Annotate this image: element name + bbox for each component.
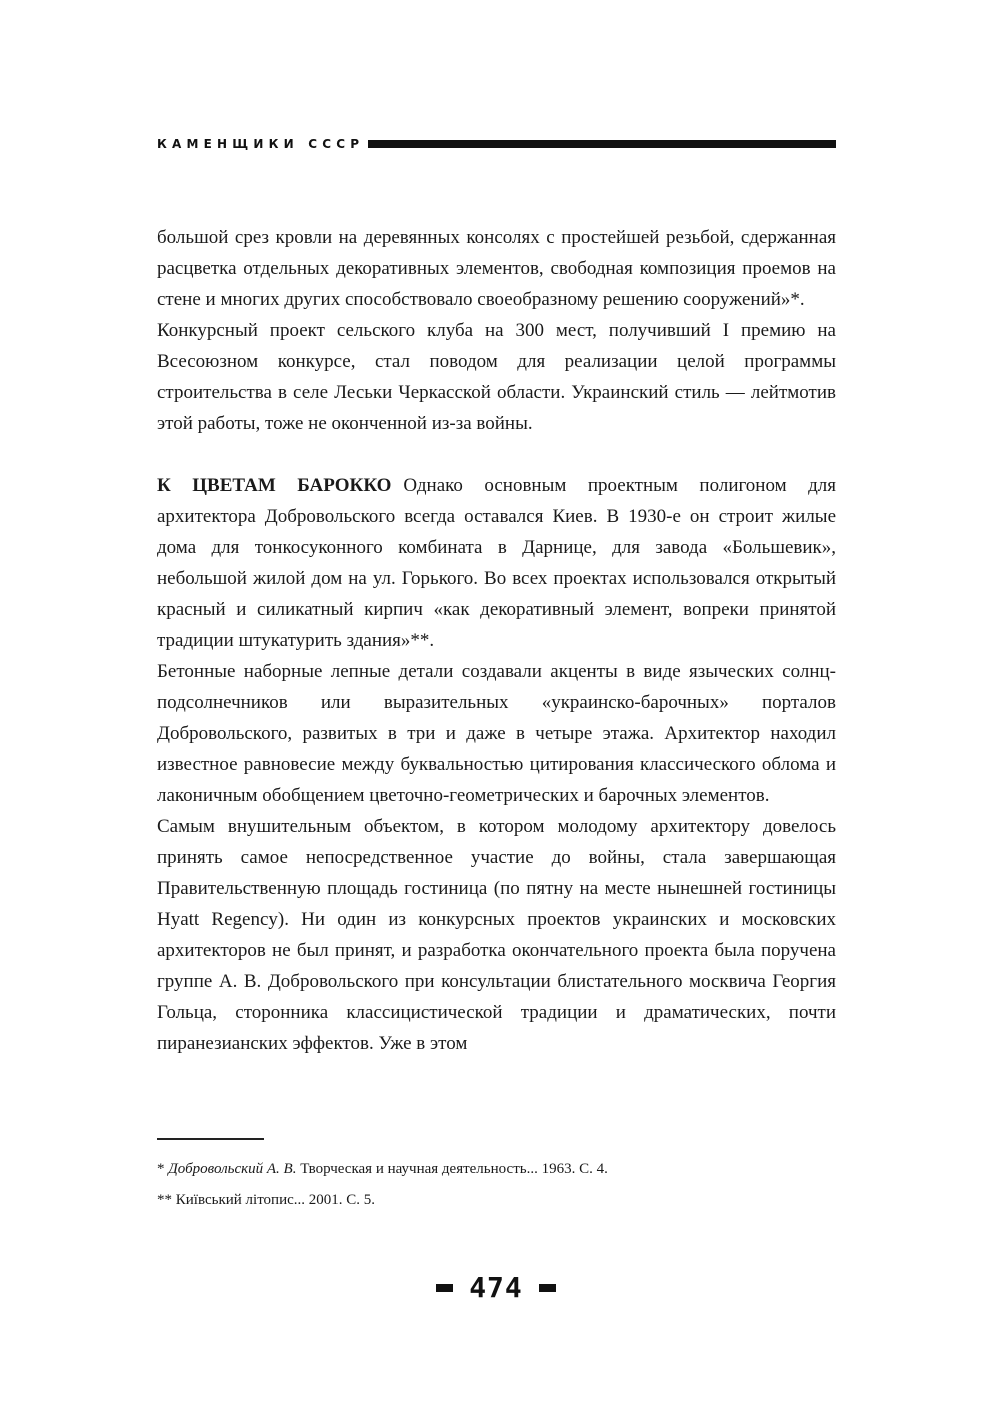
footnote-marker: ** <box>157 1192 172 1208</box>
footnotes <box>157 1154 836 1216</box>
paragraph-3-text: Однако основным проектным полигоном для архитектора Добровольского всегда оставался Киев. В 1930-е он строит жилые дома для тонкосуконного комбината в Дарнице, для завода «Большевик», небольшой жилой дом на ул. Горького. Во всех проектах использовался открытый красный и силикатный кирпич «как декоративный элемент, вопреки принятой традиции штукатурить здания»**. <box>157 475 836 651</box>
main-text <box>157 222 836 1059</box>
footnote-2 <box>157 1185 836 1216</box>
page-number-right-bar <box>539 1284 556 1292</box>
paragraph-5: Самым внушительным объектом, в котором молодому архитектору довелось принять самое непосредственное участие до войны, стала завершающая Правительственную площадь гостиница (по пятну на месте нынешней гостиницы Hyatt Regency). Ни один из конкурсных проектов украинских и московских архитекторов не был принят, и разработка окончательного проекта была поручена группе А. В. Добровольского при консультации блистательного москвича Георгия Гольца, сторонника классицистической традиции и драматических, почти пиранезианских эффектов. Уже в этом <box>157 816 836 1054</box>
section-heading: К ЦВЕТАМ БАРОККО <box>157 475 392 496</box>
footnote-text: Київський літопис... 2001. С. 5. <box>175 1192 376 1208</box>
page-number-block <box>0 1270 992 1306</box>
page-number-left-bar <box>436 1284 453 1292</box>
header-rule <box>368 140 836 148</box>
page-number: 474 <box>469 1271 523 1304</box>
paragraph-3 <box>157 470 836 656</box>
paragraph-2: Конкурсный проект сельского клуба на 300 мест, получивший I премию на Всесоюзном конкурсе, стал поводом для реализации целой программы строительства в селе Леськи Черкасской области. Украинский стиль — лейтмотив этой работы, тоже не оконченной из-за войны. <box>157 320 836 434</box>
footnote-divider <box>157 1138 264 1140</box>
paragraph-1: большой срез кровли на деревянных консолях с простейшей резьбой, сдержанная расцветка отдельных декоративных элементов, свободная композиция проемов на стене и многих других способствовало своеобразному решению сооружений»*. <box>157 227 836 310</box>
running-header <box>157 136 836 152</box>
paragraph-4: Бетонные наборные лепные детали создавали акценты в виде языческих солнц-подсолнечников или выразительных «украинско-барочных» порталов Добровольского, развитых в три и даже в четыре этажа. Архитектор находил известное равновесие между буквальностью цитирования классического облома и лаконичным обобщением цветочно-геометрических и барочных элементов. <box>157 661 836 806</box>
footnote-text: Творческая и научная деятельность... 1963. С. 4. <box>300 1161 608 1177</box>
footnote-1 <box>157 1154 836 1185</box>
footnote-author: Добровольский А. В. <box>168 1161 297 1177</box>
footnote-marker: * <box>157 1161 165 1177</box>
running-title: КАМЕНЩИКИ СССР <box>157 137 365 151</box>
